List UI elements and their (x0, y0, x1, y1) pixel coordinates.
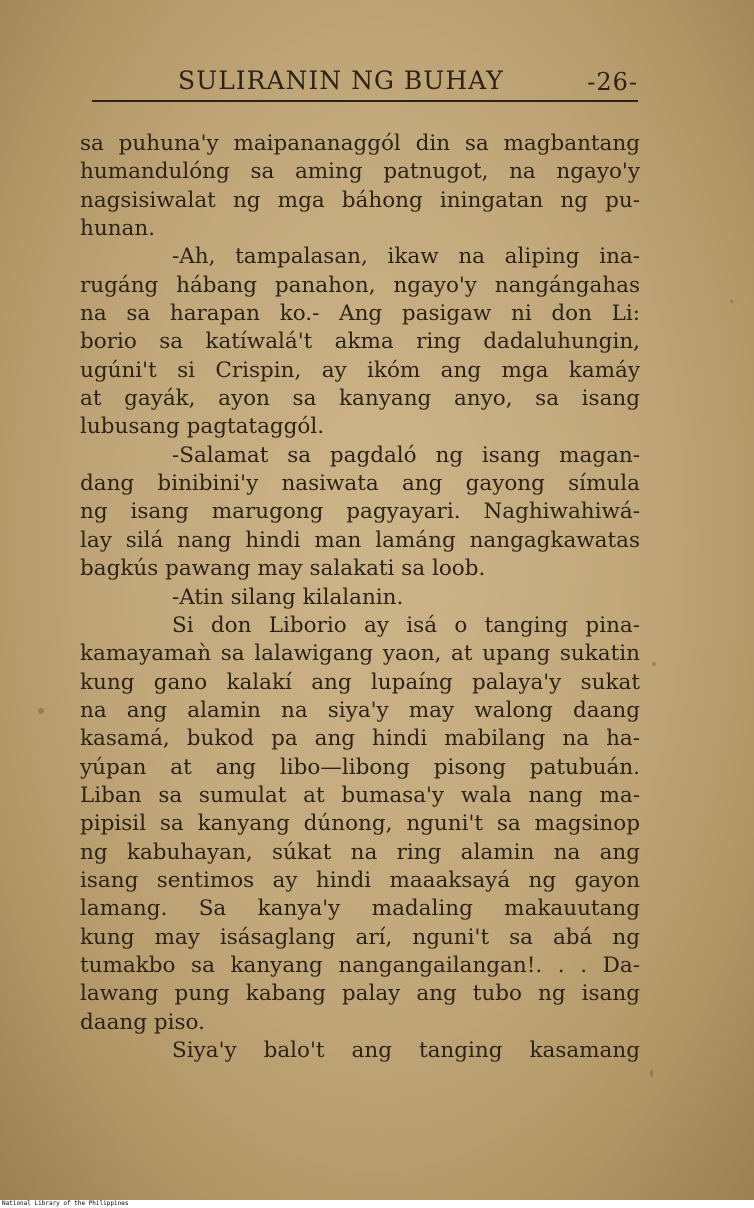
text-line: -Atin silang kilalanin. (172, 584, 404, 610)
text-line: bagkús pawang may salakati sa loob. (80, 556, 486, 582)
text-line: ugúni't si Crispin, ay ikóm ang mga kamáy (80, 357, 640, 383)
text-line: lamang. Sa kanya'y madaling makauutang (80, 896, 640, 922)
text-line: yúpan at ang libo—libong pisong patubuán. (80, 754, 640, 780)
paper-stain (730, 300, 733, 303)
text-line: -Ah, tampalasan, ikaw na aliping ina- (172, 244, 640, 270)
running-title: SULIRANIN NG BUHAY (178, 66, 504, 95)
text-line: kamayamaǹ sa lalawigang yaon, at upang sukatin (80, 641, 640, 667)
text-line: Liban sa sumulat at bumasa'y wala nang ma- (80, 782, 640, 808)
text-line: na sa harapan ko.- Ang pasigaw ni don Li: (80, 301, 640, 327)
text-line: -Salamat sa pagdaló ng isang magan- (172, 442, 640, 468)
text-line: ng isang marugong pagyayari. Naghiwahiwá- (80, 499, 640, 525)
text-line: at gayák, ayon sa kanyang anyo, sa isang (80, 386, 640, 412)
body-text (80, 130, 640, 1065)
paper-stain (652, 662, 656, 666)
text-line: kung may isásaglang arí, nguni't sa abá ng (80, 924, 640, 950)
text-line: tumakbo sa kanyang nangangailangan!. . . Da- (80, 952, 640, 978)
text-line: borio sa katíwalá't akma ring dadaluhungin, (80, 329, 640, 355)
text-line: hunan. (80, 216, 156, 242)
text-line: daang piso. (80, 1009, 205, 1035)
paper-stain (650, 1070, 653, 1077)
library-credit: National Library of the Philippines (2, 1200, 129, 1207)
paper-stain (38, 708, 44, 714)
text-line: Si don Liborio ay isá o tanging pina- (172, 612, 640, 638)
text-line: humandulóng sa aming patnugot, na ngayo'y (80, 159, 640, 185)
footer-strip (0, 1200, 754, 1208)
text-line: nagsisiwalat ng mga báhong iningatan ng pu- (80, 187, 640, 213)
page-number: -26- (587, 68, 638, 96)
page-header (92, 62, 638, 102)
text-line: kasamá, bukod pa ang hindi mabilang na ha- (80, 726, 640, 752)
text-line: kung gano kalakí ang lupaíng palaya'y sukat (80, 669, 640, 695)
text-line: Siya'y balo't ang tanging kasamang (172, 1038, 640, 1063)
text-line: ng kabuhayan, súkat na ring alamin na ang (80, 839, 640, 865)
text-line: lay silá nang hindi man lamáng nangagkawatas (80, 527, 640, 553)
text-line: isang sentimos ay hindi maaaksayá ng gayon (80, 867, 640, 893)
text-line: lubusang pagtataggól. (80, 414, 325, 440)
text-line: na ang alamin na siya'y may walong daang (80, 697, 640, 723)
text-line: rugáng hábang panahon, ngayo'y nangángahas (80, 272, 640, 298)
text-line: lawang pung kabang palay ang tubo ng isang (80, 981, 640, 1007)
text-line: dang binibini'y nasiwata ang gayong símula (80, 471, 640, 497)
text-line: sa puhuna'y maipananaggól din sa magbantang (80, 131, 640, 156)
text-line: pipisil sa kanyang dúnong, nguni't sa magsinop (80, 811, 640, 837)
